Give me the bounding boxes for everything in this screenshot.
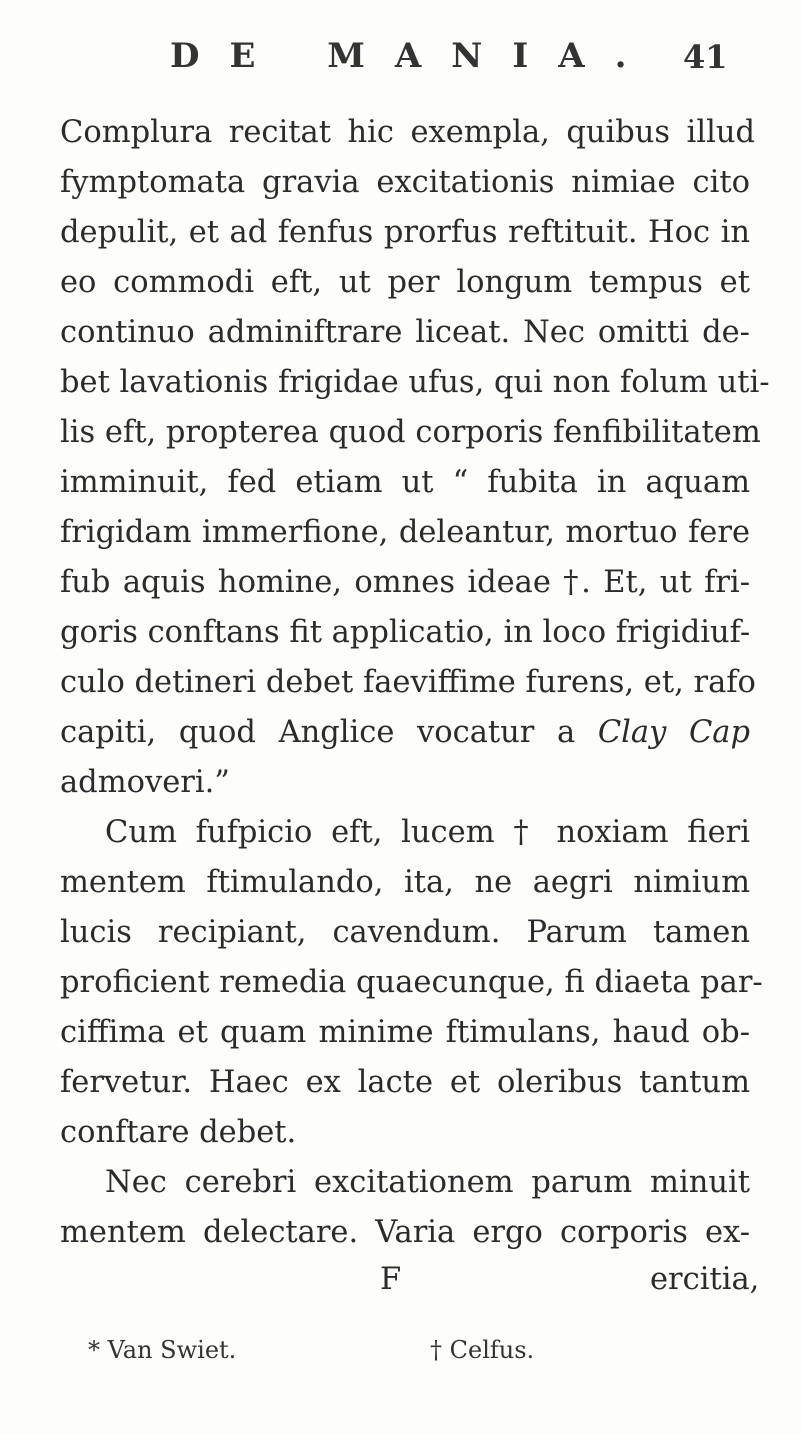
text-line: fervetur. Haec ex lacte et oleribus tantum bbox=[60, 1065, 750, 1100]
text-line: frigidam immerfione, deleantur, mortuo fere bbox=[60, 515, 750, 550]
text-line: Cum fufpicio eft, lucem † noxiam fieri bbox=[105, 815, 750, 850]
catchword: ercitia, bbox=[650, 1262, 760, 1297]
text-line: goris conftans fit applicatio, in loco frigidiuf- bbox=[60, 615, 751, 650]
text-line: Nec cerebri excitationem parum minuit bbox=[105, 1165, 750, 1200]
running-header bbox=[0, 36, 801, 86]
running-title: DE MANIA. bbox=[170, 36, 657, 76]
text-line: ciffima et quam minime ftimulans, haud ob- bbox=[60, 1015, 750, 1050]
signature-mark: F bbox=[380, 1262, 402, 1297]
text-line: fymptomata gravia excitationis nimiae cito bbox=[60, 165, 750, 200]
footnote-star: * Van Swiet. bbox=[88, 1336, 237, 1364]
text-line: mentem delectare. Varia ergo corporis ex- bbox=[60, 1215, 750, 1250]
text-line: proficient remedia quaecunque, fi diaeta par- bbox=[60, 965, 763, 1000]
text-line: imminuit, fed etiam ut “ fubita in aquam bbox=[60, 465, 750, 500]
text-line: lucis recipiant, cavendum. Parum tamen bbox=[60, 915, 750, 950]
text-line: continuo adminiftrare liceat. Nec omitti de- bbox=[60, 315, 750, 350]
footnote-dagger: † Celfus. bbox=[430, 1336, 535, 1364]
text-line: bet lavationis frigidae ufus, qui non folum uti- bbox=[60, 365, 770, 400]
text-line-with-italic bbox=[60, 708, 750, 758]
text-run: capiti, quod Anglice vocatur a bbox=[60, 715, 598, 750]
text-line: lis eft, propterea quod corporis fenfibilitatem bbox=[60, 415, 761, 450]
text-line: fub aquis homine, omnes ideae †. Et, ut fri- bbox=[60, 565, 750, 600]
page-number: 41 bbox=[683, 38, 728, 76]
text-line: eo commodi eft, ut per longum tempus et bbox=[60, 265, 750, 300]
text-line: culo detineri debet faeviffime furens, et, rafo bbox=[60, 665, 756, 700]
text-line: admoveri.” bbox=[60, 765, 230, 800]
text-line: Complura recitat hic exempla, quibus illud bbox=[60, 115, 755, 150]
text-line: conftare debet. bbox=[60, 1115, 297, 1150]
text-line: depulit, et ad fenfus prorfus reftituit. Hoc in bbox=[60, 215, 750, 250]
italic-phrase: Clay Cap bbox=[597, 715, 750, 750]
text-line: mentem ftimulando, ita, ne aegri nimium bbox=[60, 865, 750, 900]
